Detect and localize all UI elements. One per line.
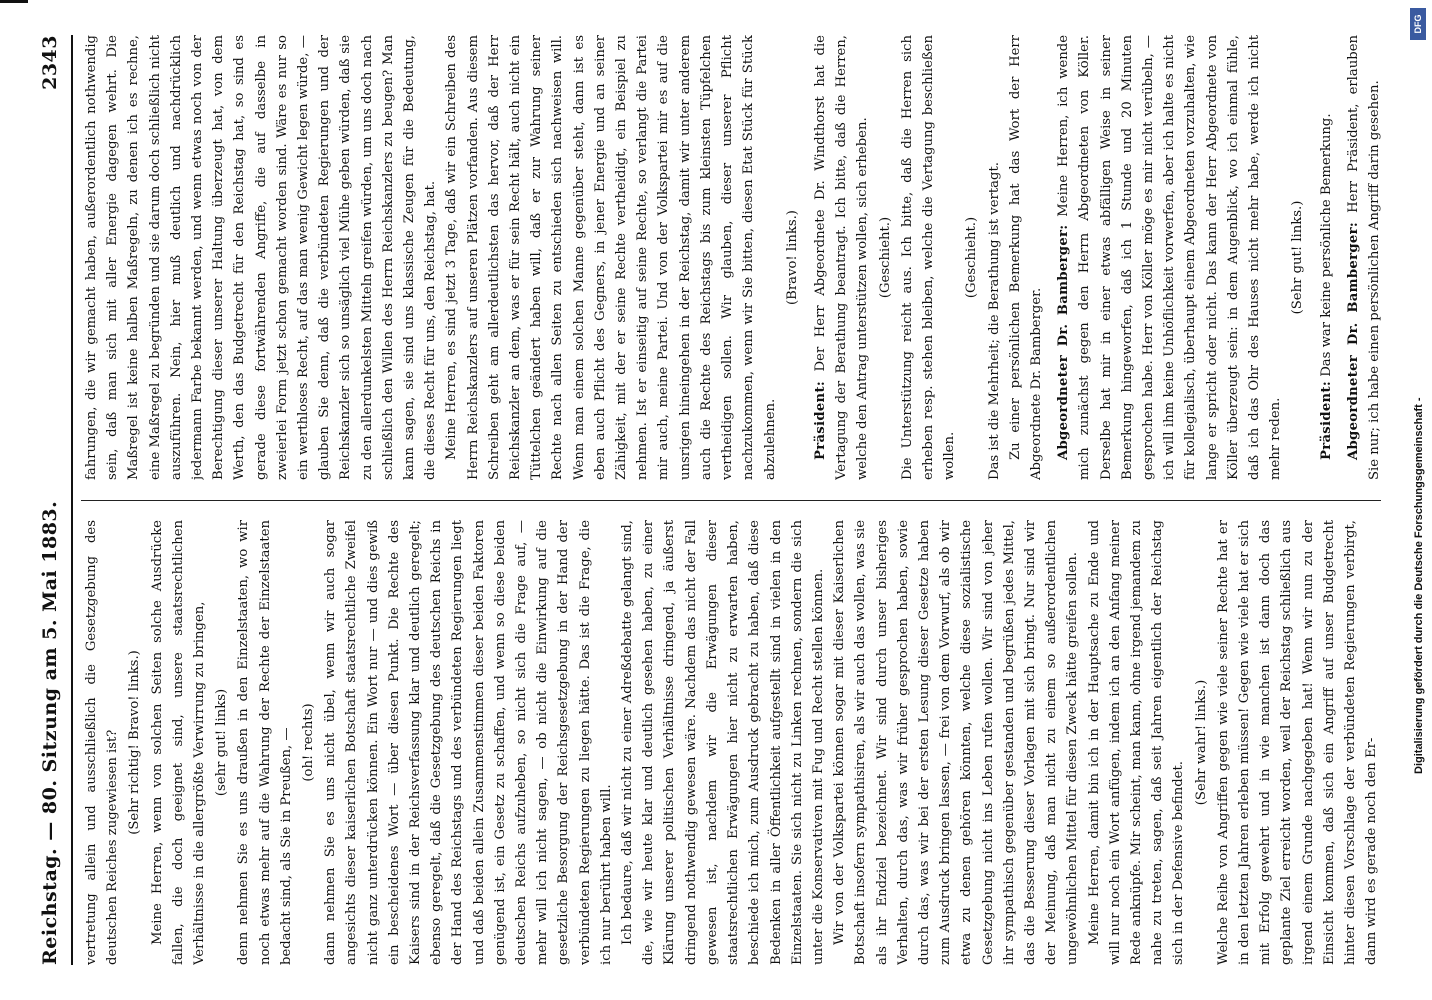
interjection: (Geschieht.): [964, 216, 980, 299]
speaker-name: Präsident:: [1318, 380, 1334, 460]
column-divider: [81, 500, 1381, 501]
speech-text: Herr Präsident, erlauben Sie nur; ich habe einen persönlichen Angriff darin gesehen.: [1345, 35, 1382, 480]
dfg-logo-text: DFG: [1413, 14, 1423, 34]
paragraph: Die Unterstützung reicht aus. Ich bitte, daß die Herren sich erheben resp. stehen bleiben, welche die Vertagung beschließen wollen.: [899, 35, 958, 480]
paragraph: Zu einer persönlichen Bemerkung hat das Wort der Herr Abgeordnete Dr. Bamberger.: [1007, 35, 1044, 480]
speaker-paragraph: [1316, 35, 1337, 480]
paragraph: Meine Herren, wenn von solchen Seiten solche Ausdrücke fallen, die doch geeignet sind, unsere staatsrechtlichen Verhältnisse in die allergrößte Verwirrung zu bringen,: [149, 520, 208, 965]
speaker-paragraph: [1053, 35, 1286, 480]
interjection: (Geschieht.): [877, 216, 893, 299]
interjection: (Sehr wahr! links.): [1193, 679, 1209, 806]
speaker-paragraph: [810, 35, 874, 480]
dfg-watermark: [1403, 4, 1429, 994]
speaker-name: Abgeordneter Dr. Bamberger:: [1056, 224, 1072, 460]
interjection: (Bravo! links.): [784, 210, 800, 305]
document-page: [21, 5, 1411, 995]
speech-text: Meine Herren, ich wende mich zunächst gegen den Herrn Abgeordneten von Köller. Derselbe hat mir in einer etwas abfälligen Weise in seiner Bemerkung hingeworfen, daß ich 1 Stunde und 20 Minuten gesprochen habe. Herr von Köller möge es mir nicht verübeln, — ich will ihm keine Unhöflichkeit vorwerfen, aber ich halte es nicht für kollegialisch, überhaupt einem Abgeordneten vorzuhalten, wie lange er spricht oder nicht. Das kann der Herr Abgeordnete von Köller überzeugt sein: in dem Augenblick, wo ich einmal fühle, daß ich das Ohr des Hauses nicht mehr habe, werde ich nicht mehr reden.: [1056, 35, 1284, 480]
paragraph: denn nehmen Sie es uns draußen in den Einzelstaaten, wo wir noch etwas mehr auf die Wahrung der Rechte der Einzelstaaten bedacht sind, als Sie in Preußen, —: [236, 520, 294, 965]
paragraph: dann nehmen Sie es uns nicht übel, wenn wir auch sogar angesichts dieser kaiserlichen Botschaft staatsrechtliche Zweifel nicht ganz unterdrücken können. Ein Wort nur — und dies gewiß ein bescheidenes Wort — über diesen Punkt. Die Rechte des Kaisers sind in der Reichsverfassung klar und deutlich geregelt; ebenso geregelt, daß die Gesetzgebung des deutschen Reichs in der Hand des Reichstags und des verbündeten Regierungen liegt und daß beiden allein Zusammenstimmen dieser beiden Faktoren genügend ist, ein Gesetz zu schaffen, und wenn so diese beiden deutschen Reichs aufzuheben, so nicht sich die Frage auf, — mehr will ich nicht sagen, — ob nicht die Einwirkung auf die gesetzliche Besorgung der Reichsgesetzgebung in der Hand der verbündeten Regierungen zu liegen hätte. Das ist die Frage, die ich nur berührt haben will.: [323, 520, 614, 965]
paragraph: Das ist die Mehrheit; die Berathung ist vertagt.: [986, 162, 1002, 480]
page-header: [39, 35, 69, 965]
speech-text: Das war keine persönliche Bemerkung.: [1318, 113, 1334, 377]
paragraph: Wir von der Volkspartei können sogar mit dieser Kaiserlichen Botschaft insofern sympathisiren, als wir auch das wollen, was sie als ihr Endziel bezeichnet. Wir sind durch unser bisheriges Verhalten, durch das, was wir früher gesprochen haben, sowie durch das, was wir bei der ersten Lesung dieser Gesetze haben zum Ausdruck bringen lassen, — frei von dem Vorwurf, als ob wir etwa zu denen gehören könnten, welche diese sozialistische Gesetzgebung nicht ins Leben rufen wollen. Wir sind von jeher ihr sympathisch gegenüber gestanden und begrüßen jedes Mittel, das die Besserung dieser Vorlagen mit sich bringt. Nur sind wir der Meinung, daß man nicht zu einem so außerordentlichen ungewöhnlichen Mittel für diesen Zweck hätte greifen sollen.: [832, 520, 1081, 965]
left-column: [81, 520, 1391, 965]
paragraph: fahrungen, die wir gemacht haben, außerordentlich nothwendig sein, daß man sich mit aller Energie dagegen wehrt. Die Maßregel ist keine halben Maßregeln, zu denen ich es rechne, eine Maßregel zu begründen und sie darum doch schließlich nicht auszuführen. Nein, hier muß deutlich und nachdrücklich jedermann Farbe bekannt werden, und wenn etwas noch von der Berechtigung dieser unserer Haltung überzeugt hat, von dem Werth, den das Budgetrecht für den Reichstag hat, so sind es gerade diese fortwährenden Angriffe, die auf dasselbe in zweierlei Form jetzt schon gemacht worden sind. Wäre es nur so ein werthloses Recht, auf das man wenig Gewicht legen würde, — glauben Sie denn, daß die verbündeten Regierungen und der Reichskanzler sich so unsäglich viel Mühe geben würden, daß sie zu den allerdunkelsten Mitteln greifen würden, um uns doch nach schließlich den Willen des Herrn Reichskanzlers zu beugen? Man kann sagen, sie sind uns klassische Zeugen für die Bedeutung, die dieses Recht für uns, den Reichstag, hat.: [84, 35, 439, 480]
speaker-name: Abgeordneter Dr. Bamberger:: [1345, 222, 1361, 460]
paragraph: Meine Herren, es sind jetzt 3 Tage, daß wir ein Schreiben des Herrn Reichskanzlers auf unseren Plätzen vorfanden. Aus diesem Schreiben geht am allerdeutlichsten das hervor, daß der Herr Reichskanzler an dem, was er für sein Recht hält, auch nicht ein Tüttelchen geändert haben will, daß er zur Wahrung seiner Rechte nach allen Seiten zu entschieden sich nachweisen will. Wenn man einem solchen Manne gegenüber steht, dann ist es eben auch Pflicht des Gegners, in jener Energie und an seiner Zähigkeit, mit der er seine Rechte vertheidigt, ein Beispiel zu nehmen. Ist er einseitig auf seine Rechte, so verlangt die Partei mir auch, meine Partei. Und von der Volkspartei mir es auf die unsrigen hineingehen in der Reichstag, damit wir unter anderem auch die Rechte des Reichstags bis zum kleinsten Tüpfelchen vertheidigen sollen. Wir glauben, dieser unserer Pflicht nachzukommen, wenn wir Sie bitten, diesen Etat Stück für Stück abzulehnen.: [444, 35, 778, 480]
dfg-logo: [1410, 8, 1426, 40]
speech-text: Der Herr Abgeordnete Dr. Windthorst hat die Vertagung der Berathung beantragt. Ich bitte, daß die Herren, welche den Antrag unterstützen wollen, sich erheben.: [812, 35, 871, 480]
page-number: 2343: [39, 35, 61, 90]
speaker-name: Präsident:: [812, 380, 828, 460]
paragraph: Welche Reihe von Angriffen gegen wie viele seiner Rechte hat er in den letzten Jahren erleben müssen! Gegen wie viele hat er sich mit Erfolg gewehrt und in wie manchen ist dann doch das geplante Ziel erreicht worden, weil der Reichstag schließlich aus irgend einem Grunde nachgegeben hat! Wenn wir nun zu der Einsicht kommen, daß sich ein Angriff auf unser Budgetrecht hinter diesen Vorschlage der verbündeten Regierungen verbirgt, dann wird es gerade noch den Er-: [1215, 520, 1380, 965]
paragraph: vertretung allein und ausschließlich die Gesetzgebung des deutschen Reiches zugewiesen ist?: [84, 520, 121, 965]
header-title: Reichstag. — 80. Sitzung am 5. Mai 1883.: [39, 500, 61, 965]
interjection: (Sehr richtig! Bravo! links.): [127, 650, 143, 835]
watermark-text: Digitalisierung gefördert durch die Deutsche Forschungsgemeinschaft -: [1413, 397, 1425, 774]
header-rule: [71, 35, 73, 965]
interjection: (oh! rechts): [301, 703, 317, 782]
paragraph: Meine Herren, damit bin ich in der Hauptsache zu Ende und will nur noch ein Wort anfügen, indem ich an den Anfang meiner Rede anknüpfe. Mir scheint, man kann, ohne irgend jemandem zu nahe zu treten, sagen, daß seit Jahren eigentlich der Reichstag sich in der Defensive befindet.: [1086, 520, 1187, 965]
interjection: (Sehr gut! links.): [1290, 200, 1306, 315]
paragraph: Ich bedaure, daß wir nicht zu einer Adreßdebatte gelangt sind, die, wie wir heute klar und deutlich gesehen haben, zu einer Klärung unserer politischen Verhältnisse dringend, ja äußerst dringend nothwendig gewesen wäre. Nachdem das nicht der Fall gewesen ist, nachdem wir die Erwägungen dieser staatsrechtlichen Erwägungen hier nicht zu erwarten haben, beschiede ich mich, zum Ausdruck gebracht zu haben, daß diese Bedenken in aller Öffentlichkeit aufgestellt sind in vielen in den Einzelstaaten. Sie sich nicht zu Linken rechnen, sondern die sich unter die Konservativen mit Fug und Recht stellen können.: [620, 520, 826, 965]
interjection: (sehr gut! links): [214, 688, 230, 797]
right-column: [81, 35, 1391, 480]
speaker-paragraph: [1343, 35, 1385, 480]
